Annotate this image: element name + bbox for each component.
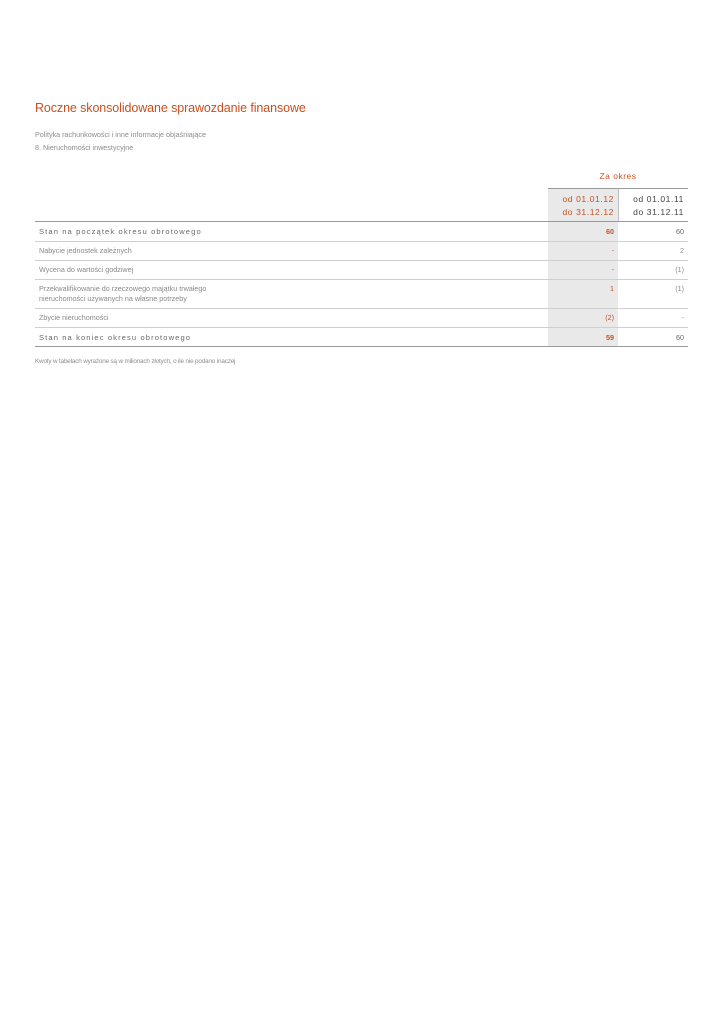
row-value-current: 60 <box>606 227 614 236</box>
column-header-current-from: od 01.01.12 <box>562 194 614 204</box>
table-row-closing-balance <box>35 327 688 347</box>
row-value-previous: (1) <box>675 284 684 293</box>
footnote: Kwoty w tabelach wyrażone są w milionach złotych, o ile nie podano inaczej <box>35 358 236 365</box>
table-row-fair-value <box>35 260 688 279</box>
column-header-current-to: do 31.12.12 <box>562 206 614 217</box>
row-label <box>39 284 206 303</box>
page-title: Roczne skonsolidowane sprawozdanie finansowe <box>35 101 306 115</box>
period-label: Za okres <box>599 171 637 181</box>
row-value-current: - <box>611 246 614 255</box>
column-header-previous-to: do 31.12.11 <box>633 206 684 217</box>
row-label: Stan na koniec okresu obrotowego <box>39 333 192 342</box>
row-value-current: (2) <box>605 313 614 322</box>
row-label: Stan na początek okresu obrotowego <box>39 227 202 236</box>
column-header-current <box>548 193 614 218</box>
breadcrumb-note: 8. Nieruchomości inwestycyjne <box>35 143 134 152</box>
row-label: Zbycie nieruchomości <box>39 313 109 322</box>
row-value-previous: 2 <box>680 246 684 255</box>
column-header-previous <box>618 193 684 218</box>
row-label-line-2: nieruchomości używanych na własne potrzeby <box>39 293 187 303</box>
row-label: Nabycie jednostek zależnych <box>39 246 132 255</box>
table-row-disposal <box>35 308 688 327</box>
row-value-previous: - <box>681 313 684 322</box>
row-value-current: 59 <box>606 333 614 342</box>
breadcrumb-section: Polityka rachunkowości i inne informacje objaśniające <box>35 130 206 139</box>
row-value-previous: (1) <box>675 265 684 274</box>
row-value-current: - <box>611 265 614 274</box>
investment-property-table <box>35 221 688 347</box>
table-row-acquisition <box>35 241 688 260</box>
row-label-line-1: Przekwalifikowanie do rzeczowego majątku trwałego <box>39 284 207 293</box>
row-value-current: 1 <box>610 284 614 293</box>
row-value-previous: 60 <box>676 227 684 236</box>
table-row-opening-balance <box>35 221 688 241</box>
column-header-previous-from: od 01.01.11 <box>633 194 684 204</box>
row-label: Wycena do wartości godziwej <box>39 265 134 274</box>
row-value-previous: 60 <box>676 333 684 342</box>
table-row-reclassification <box>35 279 688 308</box>
